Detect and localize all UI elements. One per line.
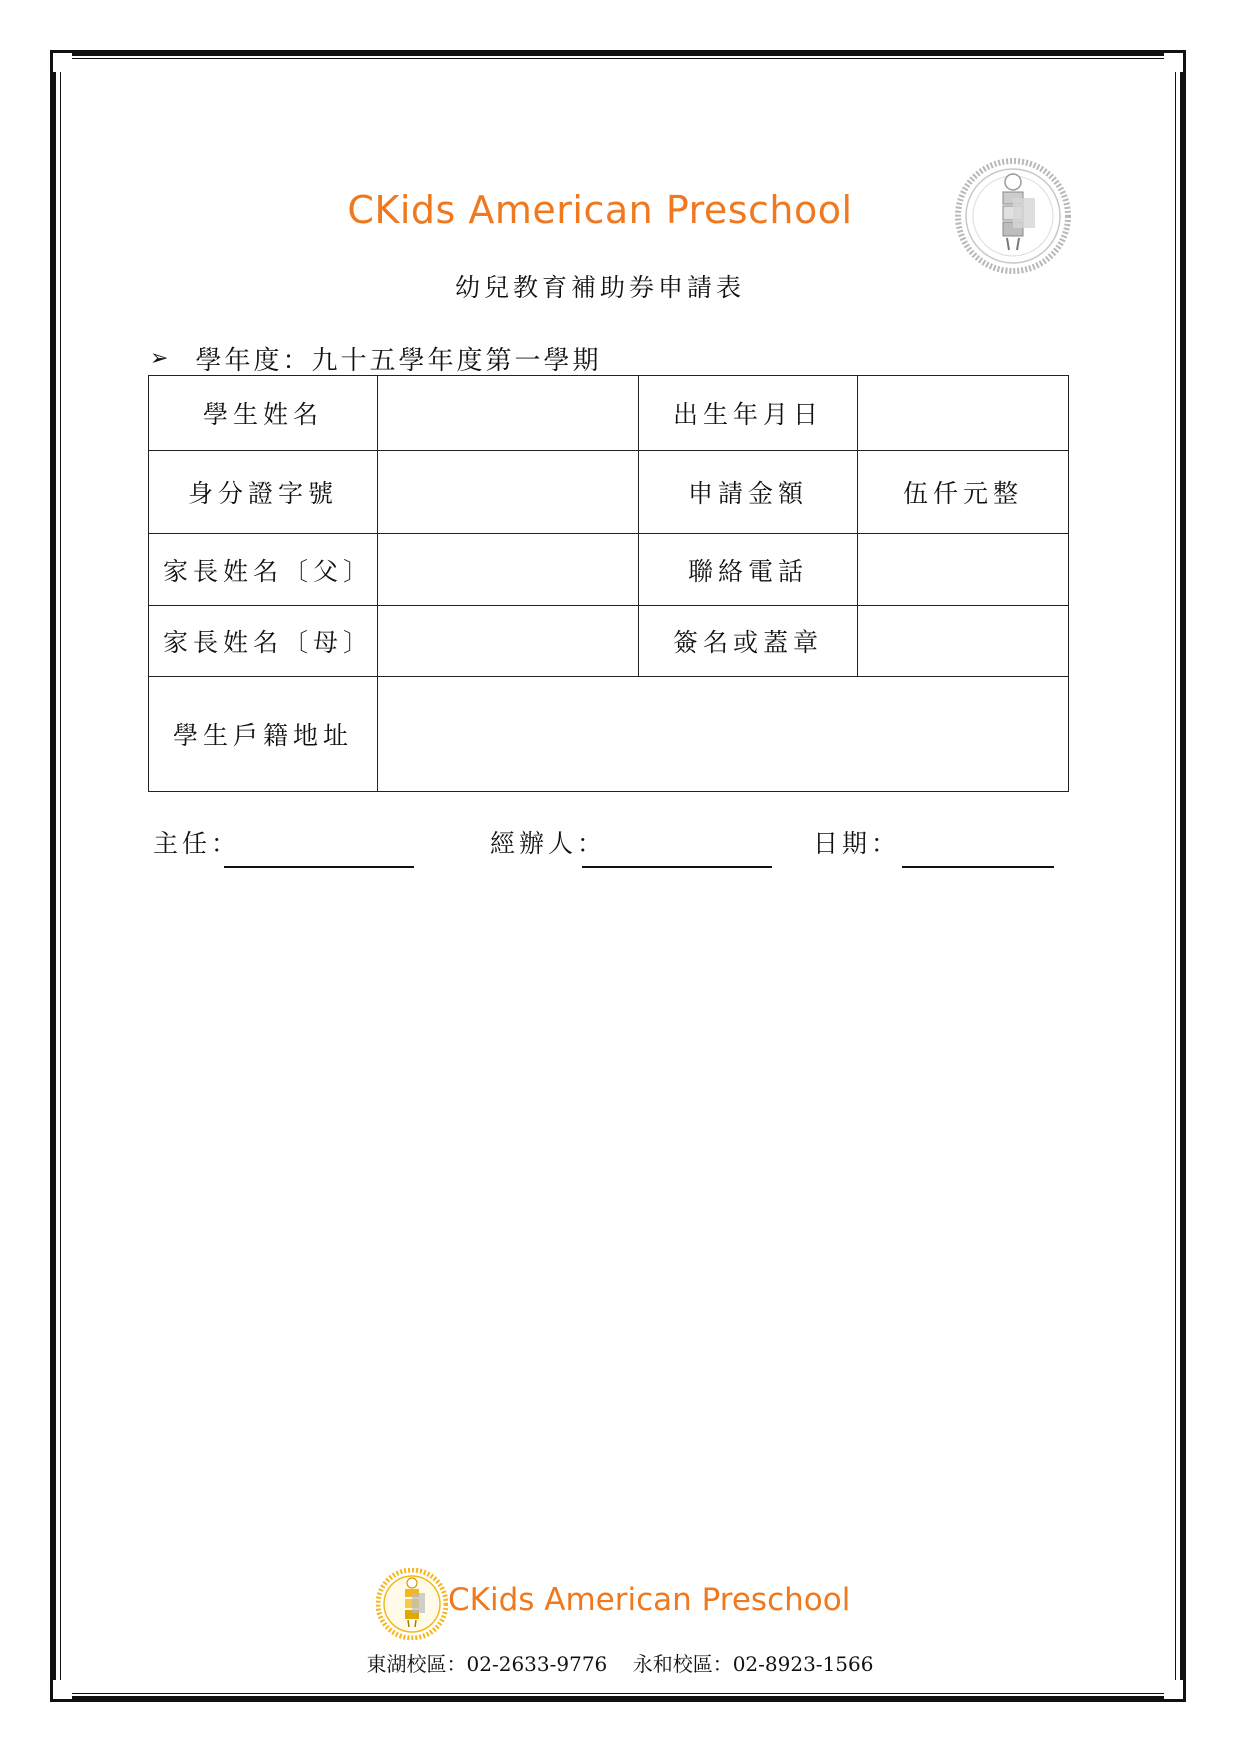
signature-row — [0, 824, 1240, 874]
school-logo-icon — [376, 1568, 448, 1640]
director-label: 主任： — [153, 829, 241, 858]
border-corner — [50, 1680, 72, 1702]
birth-date-label: 出生年月日 — [639, 376, 858, 451]
signature-field[interactable] — [858, 606, 1069, 677]
form-title: 幼兒教育補助券申請表 — [454, 273, 745, 302]
school-seal-icon — [955, 158, 1071, 274]
date-label: 日期： — [813, 829, 901, 858]
address-field[interactable] — [378, 677, 1069, 792]
father-name-field[interactable] — [378, 534, 639, 606]
school-term — [150, 340, 601, 377]
signature-label: 簽名或蓋章 — [639, 606, 858, 677]
amount-value: 伍仟元整 — [858, 451, 1069, 534]
border-corner — [1164, 1680, 1186, 1702]
director-signature-line[interactable] — [224, 866, 414, 868]
address-label: 學生戶籍地址 — [149, 677, 378, 792]
brand-title: CKids American Preschool — [347, 188, 853, 232]
border-corner — [1164, 50, 1186, 72]
school-term-text: 學年度：九十五學年度第一學期 — [195, 346, 602, 376]
application-form-table — [148, 375, 1069, 792]
footer-contact: 東湖校區：02-2633-9776 永和校區：02-8923-1566 — [366, 1652, 874, 1676]
footer-brand: CKids American Preschool — [448, 1582, 851, 1618]
border-corner — [50, 50, 72, 72]
date-line[interactable] — [902, 866, 1054, 868]
father-name-label: 家長姓名〔父〕 — [149, 534, 378, 606]
handler-signature-line[interactable] — [582, 866, 772, 868]
handler-label: 經辦人： — [490, 829, 607, 858]
student-name-field[interactable] — [378, 376, 639, 451]
id-number-label: 身分證字號 — [149, 451, 378, 534]
mother-name-label: 家長姓名〔母〕 — [149, 606, 378, 677]
amount-label: 申請金額 — [639, 451, 858, 534]
arrow-bullet-icon: ➢ — [150, 346, 172, 371]
birth-date-field[interactable] — [858, 376, 1069, 451]
id-number-field[interactable] — [378, 451, 639, 534]
mother-name-field[interactable] — [378, 606, 639, 677]
student-name-label: 學生姓名 — [149, 376, 378, 451]
phone-label: 聯絡電話 — [639, 534, 858, 606]
phone-field[interactable] — [858, 534, 1069, 606]
